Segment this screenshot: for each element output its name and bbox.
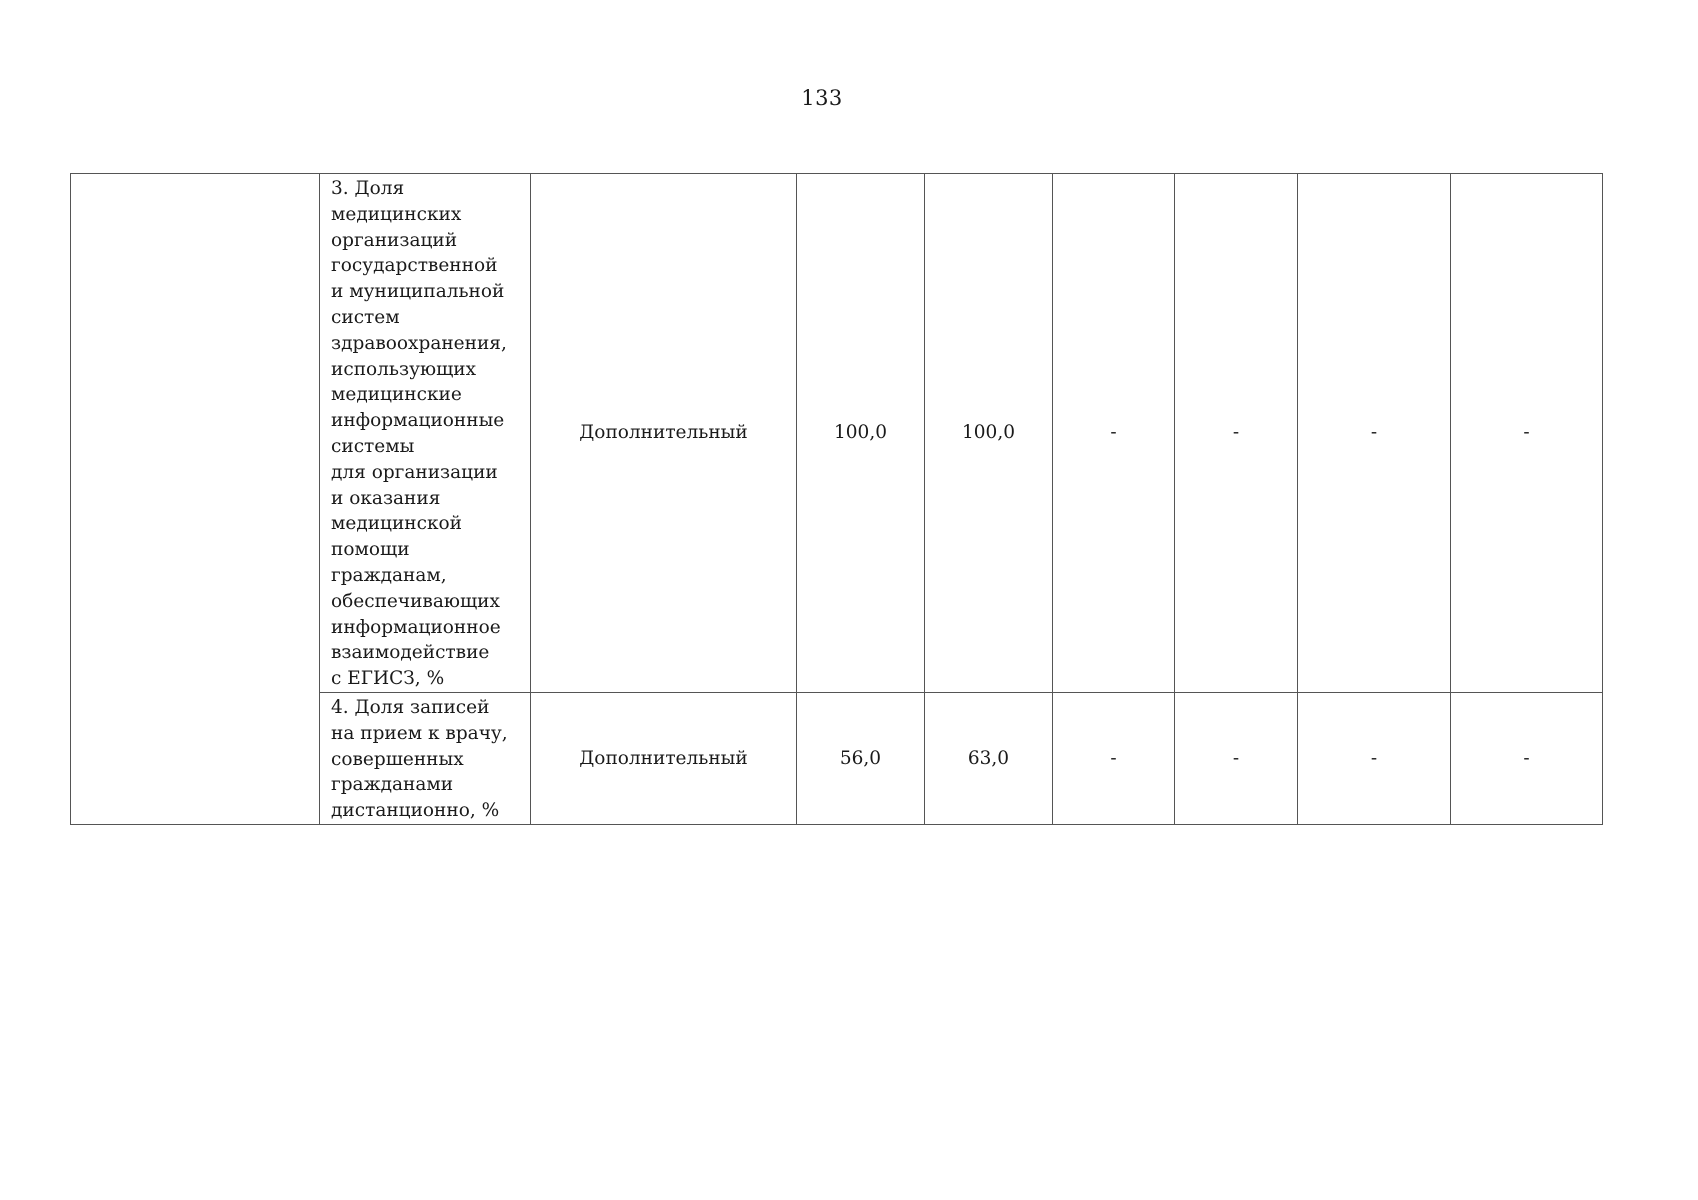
value-cell: - xyxy=(1053,692,1175,824)
value-cell: 56,0 xyxy=(797,692,925,824)
value-cell: - xyxy=(1053,174,1175,693)
value-cell: 100,0 xyxy=(925,174,1053,693)
value-cell: - xyxy=(1298,692,1451,824)
value-cell: - xyxy=(1298,174,1451,693)
indicator-name-cell: 3. Доля медицинских организаций государственной и муниципальной систем здравоохранения, использующих медицинские информационные системы для организации и оказания медицинской помощи гражданам, обеспечивающих информационное взаимодействие с ЕГИСЗ, % xyxy=(320,174,531,693)
value-cell: - xyxy=(1451,174,1603,693)
indicators-table xyxy=(70,173,1603,825)
indicator-type-cell: Дополнительный xyxy=(531,174,797,693)
value-cell: 100,0 xyxy=(797,174,925,693)
indicator-name-cell: 4. Доля записей на прием к врачу, совершенных гражданами дистанционно, % xyxy=(320,692,531,824)
merged-empty-cell xyxy=(71,174,320,825)
value-cell: - xyxy=(1175,692,1298,824)
value-cell: - xyxy=(1175,174,1298,693)
value-cell: - xyxy=(1451,692,1603,824)
indicator-type-cell: Дополнительный xyxy=(531,692,797,824)
page-number: 133 xyxy=(801,86,843,110)
value-cell: 63,0 xyxy=(925,692,1053,824)
table-row xyxy=(71,174,1603,693)
